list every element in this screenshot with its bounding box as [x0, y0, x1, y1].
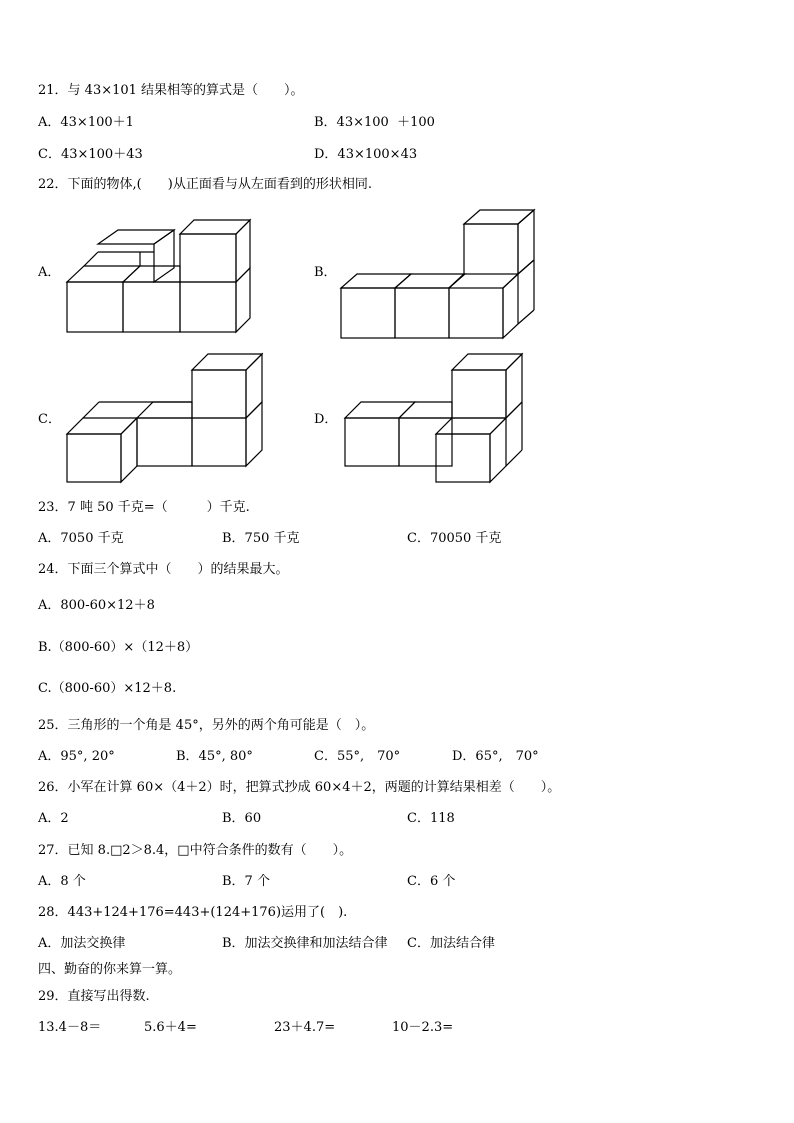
q22-option-a-label[interactable]: A．	[38, 265, 61, 280]
q28-option-c[interactable]: C．加法结合律	[407, 936, 495, 951]
q27-option-b[interactable]: B．7 个	[222, 874, 270, 889]
q22-figure-d	[340, 350, 530, 485]
q21-option-a[interactable]: A．43×100＋1	[38, 115, 134, 130]
q23-option-a[interactable]: A．7050 千克	[38, 531, 124, 546]
q21-option-b[interactable]: B．43×100 ＋100	[314, 115, 435, 130]
q21-option-d[interactable]: D．43×100×43	[314, 147, 418, 162]
q24-option-c[interactable]: C.（800-60）×12＋8.	[38, 681, 177, 696]
section-4-heading: 四、勤奋的你来算一算。	[38, 962, 182, 977]
q22-stem: 22．下面的物体,( )从正面看与从左面看到的形状相同.	[38, 177, 372, 192]
q29-expression-4: 10－2.3=	[392, 1020, 454, 1035]
q26-stem: 26．小军在计算 60×（4＋2）时，把算式抄成 60×4＋2，两题的计算结果相差（ ）。	[38, 780, 561, 795]
q26-option-a[interactable]: A．2	[38, 811, 69, 826]
q22-option-b-label[interactable]: B．	[314, 265, 337, 280]
q27-option-c[interactable]: C．6 个	[407, 874, 456, 889]
q27-stem: 27．已知 8.□2＞8.4，□中符合条件的数有（ ）。	[38, 843, 353, 858]
q22-option-d-label[interactable]: D．	[314, 412, 338, 427]
q22-option-c-label[interactable]: C．	[38, 412, 61, 427]
q22-figure-b	[338, 206, 543, 341]
q25-option-a[interactable]: A．95°, 20°	[38, 749, 115, 764]
q25-stem: 25．三角形的一个角是 45°，另外的两个角可能是（ ）。	[38, 718, 375, 733]
q25-option-b[interactable]: B．45°, 80°	[176, 749, 253, 764]
q27-option-a[interactable]: A．8 个	[38, 874, 86, 889]
q21-stem: 21．与 43×101 结果相等的算式是（ ）。	[38, 83, 304, 98]
q23-stem: 23．7 吨 50 千克=（ ）千克.	[38, 500, 250, 515]
q29-stem: 29．直接写出得数.	[38, 989, 150, 1004]
q29-expression-2: 5.6＋4=	[144, 1020, 197, 1035]
q25-option-d[interactable]: D．65°, 70°	[452, 749, 539, 764]
q26-option-c[interactable]: C．118	[407, 811, 455, 826]
q29-expression-3: 23＋4.7=	[274, 1020, 336, 1035]
q22-figure-c	[62, 350, 267, 485]
q22-figure-a	[60, 212, 260, 337]
q23-option-b[interactable]: B．750 千克	[222, 531, 300, 546]
q29-expression-1: 13.4－8＝	[38, 1020, 102, 1035]
q24-option-b[interactable]: B.（800-60）×（12＋8）	[38, 640, 199, 655]
q25-option-c[interactable]: C．55°, 70°	[314, 749, 401, 764]
q24-option-a[interactable]: A．800-60×12＋8	[38, 598, 155, 613]
q21-option-c[interactable]: C．43×100＋43	[38, 147, 143, 162]
q24-stem: 24．下面三个算式中（ ）的结果最大。	[38, 562, 289, 577]
q28-option-a[interactable]: A．加法交换律	[38, 936, 126, 951]
q23-option-c[interactable]: C．70050 千克	[407, 531, 502, 546]
q26-option-b[interactable]: B．60	[222, 811, 262, 826]
q28-stem: 28．443+124+176=443+(124+176)运用了( ).	[38, 905, 348, 920]
q28-option-b[interactable]: B．加法交换律和加法结合律	[222, 936, 388, 951]
